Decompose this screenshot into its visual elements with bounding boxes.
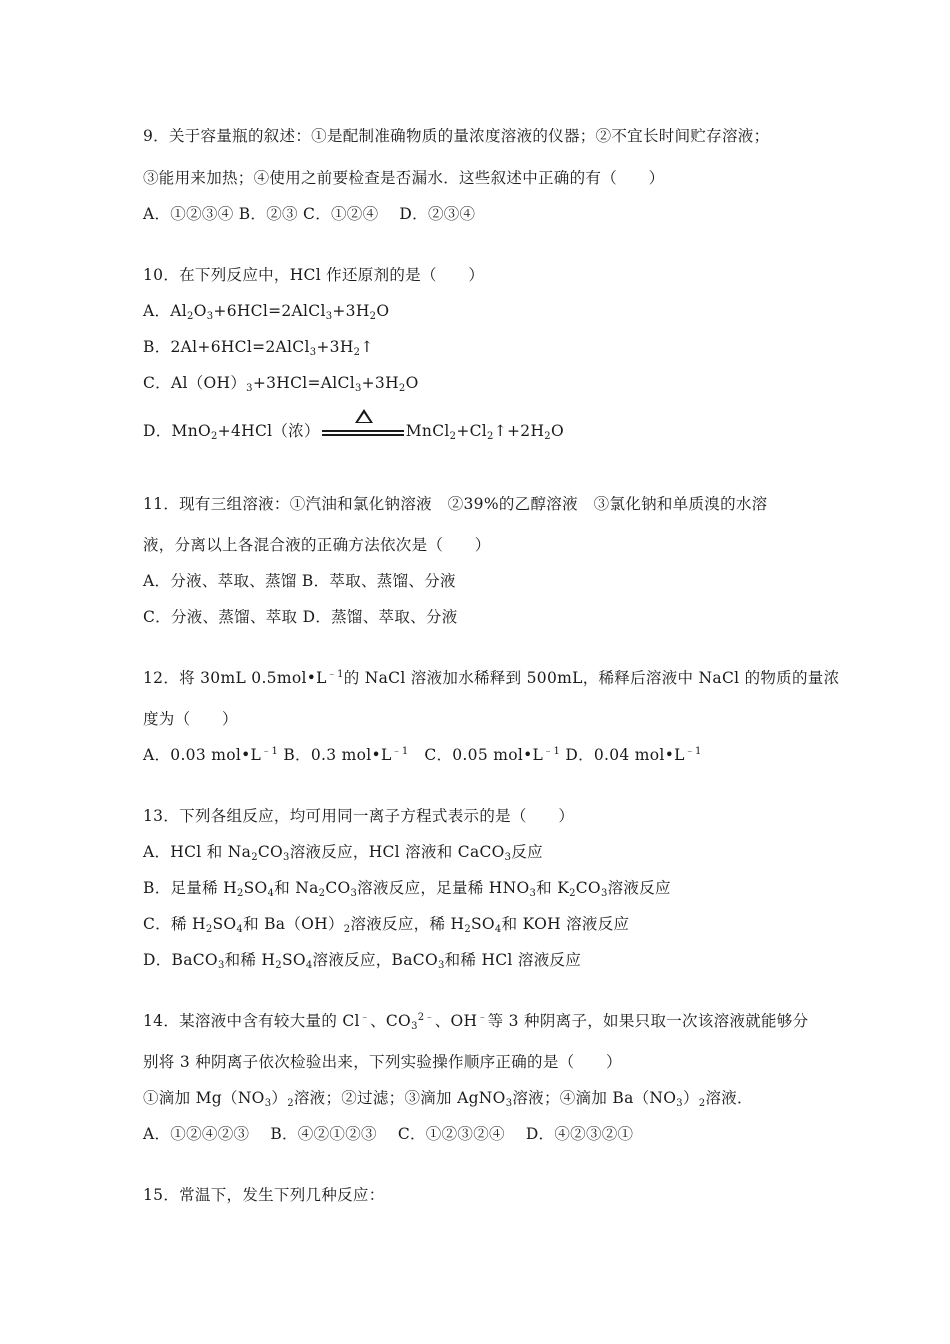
q13-option-c: C．稀 $H_2SO_4$和 $Ba(OH)_2$溶液反应，稀 $H_2SO_4$和 KOH 溶液反应 xyxy=(143,915,630,935)
q10-option-b: B．$2Al+6HCl=2AlCl_3+3H_2↑$ xyxy=(143,338,374,358)
q12-options: A．0.03 $mol•L^{﹣1}$ B．0.3 $mol•L^{﹣1}$ C．0.05 $mol•L^{﹣1}$ D．0.04 $mol•L^{﹣1}$ xyxy=(143,746,702,764)
q11-options-cd: C．分液、蒸馏、萃取 D．蒸馏、萃取、分液 xyxy=(143,608,458,626)
heating-equals-sign-icon xyxy=(320,422,406,442)
q15-stem: 15．常温下，发生下列几种反应： xyxy=(143,1186,385,1204)
q13-option-b: B．足量稀 $H_2SO_4$和 $Na_2CO_3$溶液反应，足量稀 $HNO_3$和 $K_2CO_3$溶液反应 xyxy=(143,879,671,899)
q14-stem-line2: 别将 3 种阴离子依次检验出来，下列实验操作顺序正确的是（ ） xyxy=(143,1053,622,1071)
q12-stem-line1: 12．将 30mL $0.5mol•L^{﹣1}$的 NaCl 溶液加水稀释到 500mL，稀释后溶液中 NaCl 的物质的量浓 xyxy=(143,669,840,687)
q11-options-ab: A．分液、萃取、蒸馏 B．萃取、蒸馏、分液 xyxy=(143,572,456,590)
q9-options: A．①②③④ B．②③ C．①②④ D．②③④ xyxy=(143,205,476,223)
q13-option-d: D．BaCO$_3$和稀 $H_2SO_4$溶液反应，BaCO$_3$和稀 HCl 溶液反应 xyxy=(143,951,582,971)
q14-stem-line3: ①滴加 $Mg(NO_3)_2$溶液；②过滤；③滴加 AgNO$_3$溶液；④滴加 $Ba(NO_3)_2$溶液． xyxy=(143,1089,753,1109)
q14-stem-line1: 14．某溶液中含有较大量的 Cl﹣、$CO_3^{2﹣}$、OH﹣等 3 种阴离子，如果只取一次该溶液就能够分 xyxy=(143,1012,809,1032)
q11-stem-line2: 液，分离以上各混合液的正确方法依次是（ ） xyxy=(143,536,491,554)
q9-stem-line2: ③能用来加热；④使用之前要检查是否漏水．这些叙述中正确的有（ ） xyxy=(143,169,665,187)
q14-options: A．①②④②③ B．④②①②③ C．①②③②④ D．④②③②① xyxy=(143,1125,634,1143)
q10-option-c: C．$Al(OH)_3+3HCl=AlCl_3+3H_2O$ xyxy=(143,374,419,394)
q13-stem: 13．下列各组反应，均可用同一离子方程式表示的是（ ） xyxy=(143,807,575,825)
q10-option-d: D．MnO$_2$+4HCl（浓） $MnCl_2+Cl_2↑+2H_2O$ xyxy=(143,421,564,442)
q13-option-a: A．HCl 和 $Na_2CO_3$溶液反应，HCl 溶液和 CaCO$_3$反应 xyxy=(143,843,543,863)
q9-stem-line1: 9．关于容量瓶的叙述：①是配制准确物质的量浓度溶液的仪器；②不宜长时间贮存溶液； xyxy=(143,127,770,145)
q10-option-a: A．$Al_2O_3+6HCl=2AlCl_3+3H_2O$ xyxy=(143,302,390,322)
q10-stem: 10．在下列反应中，HCl 作还原剂的是（ ） xyxy=(143,266,485,284)
q12-stem-line2: 度为（ ） xyxy=(143,710,238,728)
q11-stem-line1: 11．现有三组溶液：①汽油和氯化钠溶液 ②39%的乙醇溶液 ③氯化钠和单质溴的水溶 xyxy=(143,495,768,513)
